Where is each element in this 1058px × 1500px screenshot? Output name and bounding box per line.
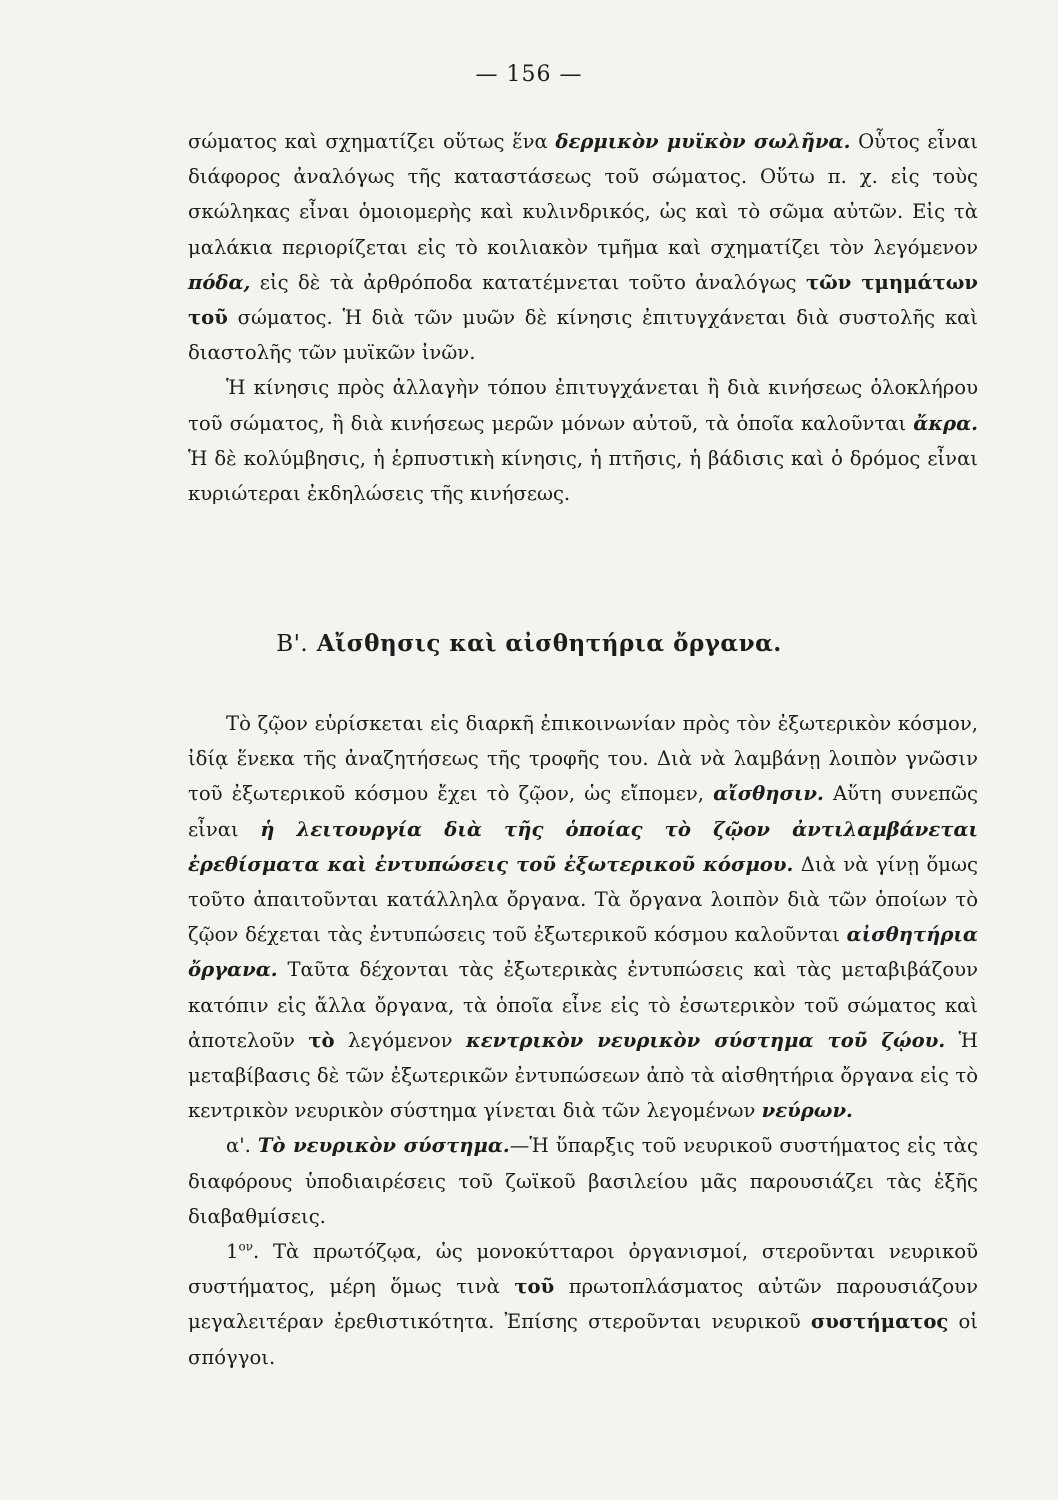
text-block-bottom: [188, 706, 978, 1375]
paragraph-muscle-tube: σώματος καὶ σχηματίζει οὕτως ἕνα δερμικὸν μυϊκὸν σωλῆνα. Οὗτος εἶναι διάφορος ἀναλόγως τῆς καταστάσεως τοῦ σώματος. Οὕτω π. χ. εἰς τοὺς σκώληκας εἶναι ὁμοιομερὴς καὶ κυλινδρικός, ὡς καὶ τὸ σῶμα αὐτῶν. Εἰς τὰ μαλάκια περιορίζεται εἰς τὸ κοιλιακὸν τμῆμα καὶ σχηματίζει τὸν λεγόμενον πόδα, εἰς δὲ τὰ ἀρθρόποδα κατατέμνεται τοῦτο ἀναλόγως τῶν τμημάτων τοῦ σώματος. Ἡ διὰ τῶν μυῶν δὲ κίνησις ἐπιτυγχάνεται διὰ συστολῆς καὶ διαστολῆς τῶν μυϊκῶν ἰνῶν.: [188, 130, 978, 365]
paragraph-protozoa: $1^{o\nu}$. Τὰ πρωτόζῳα, ὡς μονοκύτταροι ὀργανισμοί, στεροῦνται νευρικοῦ συστήματος, μέρη ὅμως τινὰ τοῦ πρωτοπλάσματος αὐτῶν παρουσιάζουν μεγαλειτέραν ἐρεθιστικότητα. Ἐπίσης στεροῦνται νευρικοῦ συστήματος οἱ σπόγγοι.: [188, 1239, 978, 1369]
section-prefix: Β'.: [276, 631, 309, 657]
paragraph-sensation: Τὸ ζῷον εὑρίσκεται εἰς διαρκῆ ἐπικοινωνίαν πρὸς τὸν ἐξωτερικὸν κόσμον, ἰδίᾳ ἕνεκα τῆς ἀναζητήσεως τῆς τροφῆς του. Διὰ νὰ λαμβάνῃ λοιπὸν γνῶσιν τοῦ ἐξωτερικοῦ κόσμου ἔχει τὸ ζῷον, ὡς εἴπομεν, αἴσθησιν. Αὕτη συνεπῶς εἶναι ἡ λειτουργία διὰ τῆς ὁποίας τὸ ζῷον ἀντιλαμβάνεται ἐρεθίσματα καὶ ἐντυπώσεις τοῦ ἐξωτερικοῦ κόσμου. Διὰ νὰ γίνῃ ὅμως τοῦτο ἀπαιτοῦνται κατάλληλα ὄργανα. Τὰ ὄργανα λοιπὸν διὰ τῶν ὁποίων τὸ ζῷον δέχεται τὰς ἐντυπώσεις τοῦ ἐξωτερικοῦ κόσμου καλοῦνται αἰσθητήρια ὄργανα. Ταῦτα δέχονται τὰς ἐξωτερικὰς ἐντυπώσεις καὶ τὰς μεταβιβάζουν κατόπιν εἰς ἄλλα ὄργανα, τὰ ὁποῖα εἶνε εἰς τὸ ἐσωτερικὸν τοῦ σώματος καὶ ἀποτελοῦν τὸ λεγόμενον κεντρικὸν νευρικὸν σύστημα τοῦ ζῴου. Ἡ μεταβίβασις δὲ τῶν ἐξωτερικῶν ἐντυπώσεων ἀπὸ τὰ αἰσθητήρια ὄργανα εἰς τὸ κεντρικὸν νευρικὸν σύστημα γίνεται διὰ τῶν λεγομένων νεύρων.: [188, 712, 979, 1123]
text-block-top: [188, 124, 978, 511]
paragraph-nervous-system: α'. Τὸ νευρικὸν σύστημα.—Ἡ ὕπαρξις τοῦ νευρικοῦ συστήματος εἰς τὰς διαφόρους ὑποδιαιρέσεις τοῦ ζωϊκοῦ βασιλείου μᾶς παρουσιάζει τὰς ἑξῆς διαβαθμίσεις.: [188, 1134, 978, 1228]
section-title: Αἴσθησις καὶ αἰσθητήρια ὄργανα.: [316, 630, 782, 657]
page-number: — 156 —: [475, 62, 583, 87]
section-heading: [0, 630, 1058, 657]
paragraph-locomotion: Ἡ κίνησις πρὸς ἀλλαγὴν τόπου ἐπιτυγχάνεται ἢ διὰ κινήσεως ὁλοκλήρου τοῦ σώματος, ἢ διὰ κινήσεως μερῶν μόνων αὐτοῦ, τὰ ὁποῖα καλοῦνται ἄκρα. Ἡ δὲ κολύμβησις, ἡ ἑρπυστικὴ κίνησις, ἡ πτῆσις, ἡ βάδισις καὶ ὁ δρόμος εἶναι κυριώτεραι ἐκδηλώσεις τῆς κινήσεως.: [188, 376, 978, 506]
